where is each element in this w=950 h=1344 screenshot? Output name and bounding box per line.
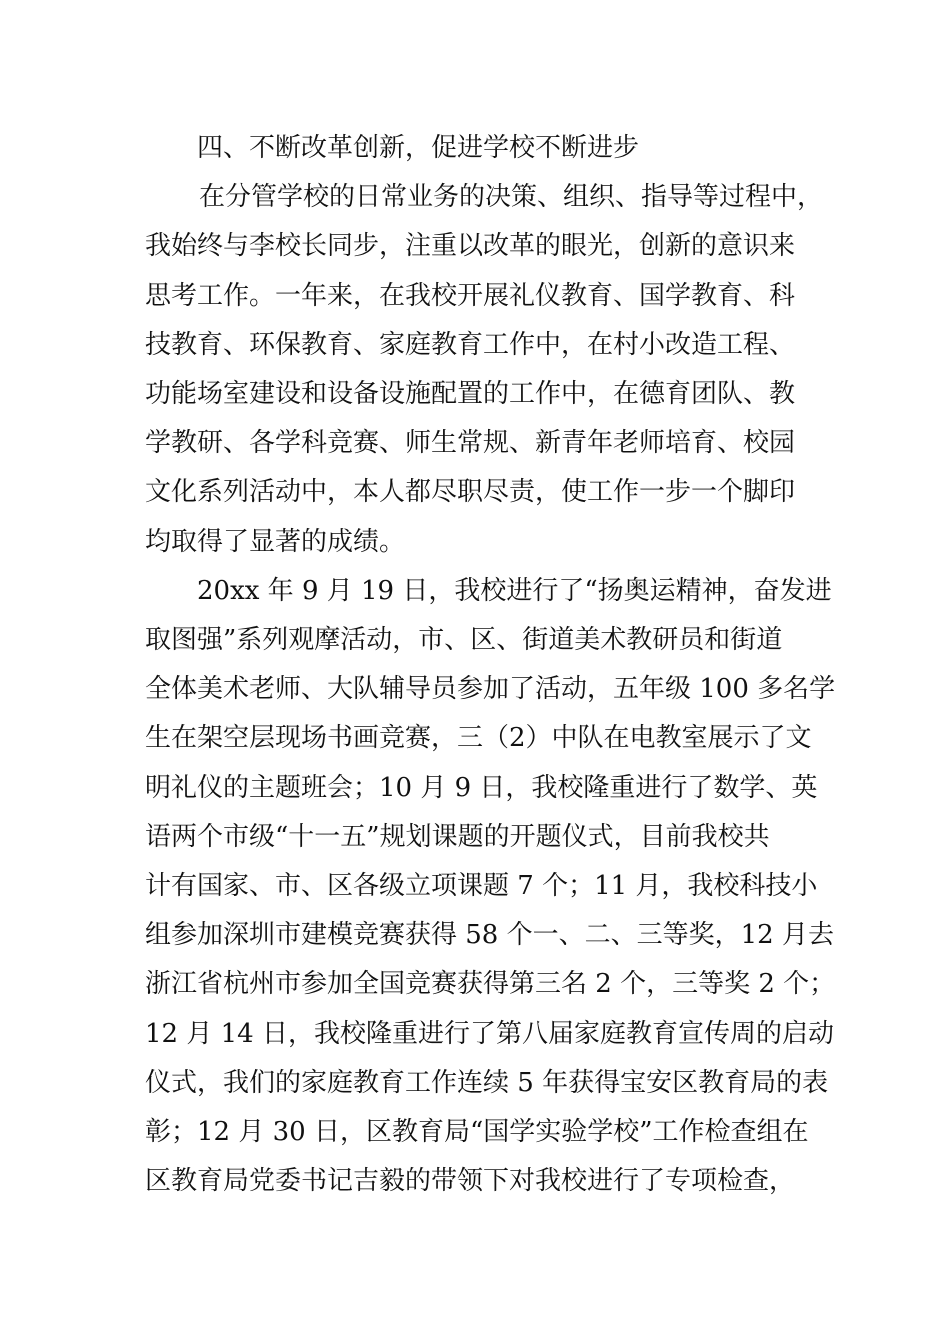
section-heading: 四、不断改革创新，促进学校不断进步 (197, 133, 640, 163)
text-line: 彰；12 月 30 日，区教育局“国学实验学校”工作检查组在 (145, 1117, 809, 1148)
document-body (145, 124, 836, 1206)
text-line: 全体美术老师、大队辅导员参加了活动，五年级 100 多名学 (145, 674, 836, 705)
text-line: 12 月 14 日，我校隆重进行了第八届家庭教育宣传周的启动 (145, 1018, 834, 1049)
text-line: 学教研、各学科竞赛、师生常规、新青年老师培育、校园 (145, 428, 796, 459)
text-line: 均取得了显著的成绩。 (145, 526, 406, 557)
paragraph-1 (145, 173, 824, 567)
text-line: 思考工作。一年来，在我校开展礼仪教育、国学教育、科 (145, 280, 796, 311)
text-line: 生在架空层现场书画竞赛，三（2）中队在电教室展示了文 (145, 723, 812, 754)
paragraph-2 (145, 567, 836, 1207)
text-line: 浙江省杭州市参加全国竞赛获得第三名 2 个，三等奖 2 个； (145, 969, 836, 1000)
text-line: 技教育、环保教育、家庭教育工作中，在村小改造工程、 (145, 329, 796, 360)
text-line: 取图强”系列观摩活动，市、区、街道美术教研员和街道 (145, 625, 783, 656)
text-line: 组参加深圳市建模竞赛获得 58 个一、二、三等奖，12 月去 (145, 920, 834, 951)
text-line: 区教育局党委书记吉毅的带领下对我校进行了专项检查， (145, 1166, 796, 1197)
text-line: 明礼仪的主题班会；10 月 9 日，我校隆重进行了数学、英 (145, 772, 818, 803)
text-line: 文化系列活动中，本人都尽职尽责，使工作一步一个脚印 (145, 477, 796, 508)
text-line: 语两个市级“十一五”规划课题的开题仪式，目前我校共 (145, 821, 770, 852)
text-line: 在分管学校的日常业务的决策、组织、指导等过程中， (199, 182, 824, 213)
text-line: 计有国家、市、区各级立项课题 7 个；11 月，我校科技小 (145, 871, 818, 902)
text-line: 功能场室建设和设备设施配置的工作中，在德育团队、教 (145, 379, 796, 410)
text-line: 我始终与李校长同步，注重以改革的眼光，创新的意识来 (145, 231, 796, 262)
text-line: 仪式，我们的家庭教育工作连续 5 年获得宝安区教育局的表 (145, 1067, 829, 1098)
text-line: 20xx 年 9 月 19 日，我校进行了“扬奥运精神，奋发进 (197, 575, 832, 606)
